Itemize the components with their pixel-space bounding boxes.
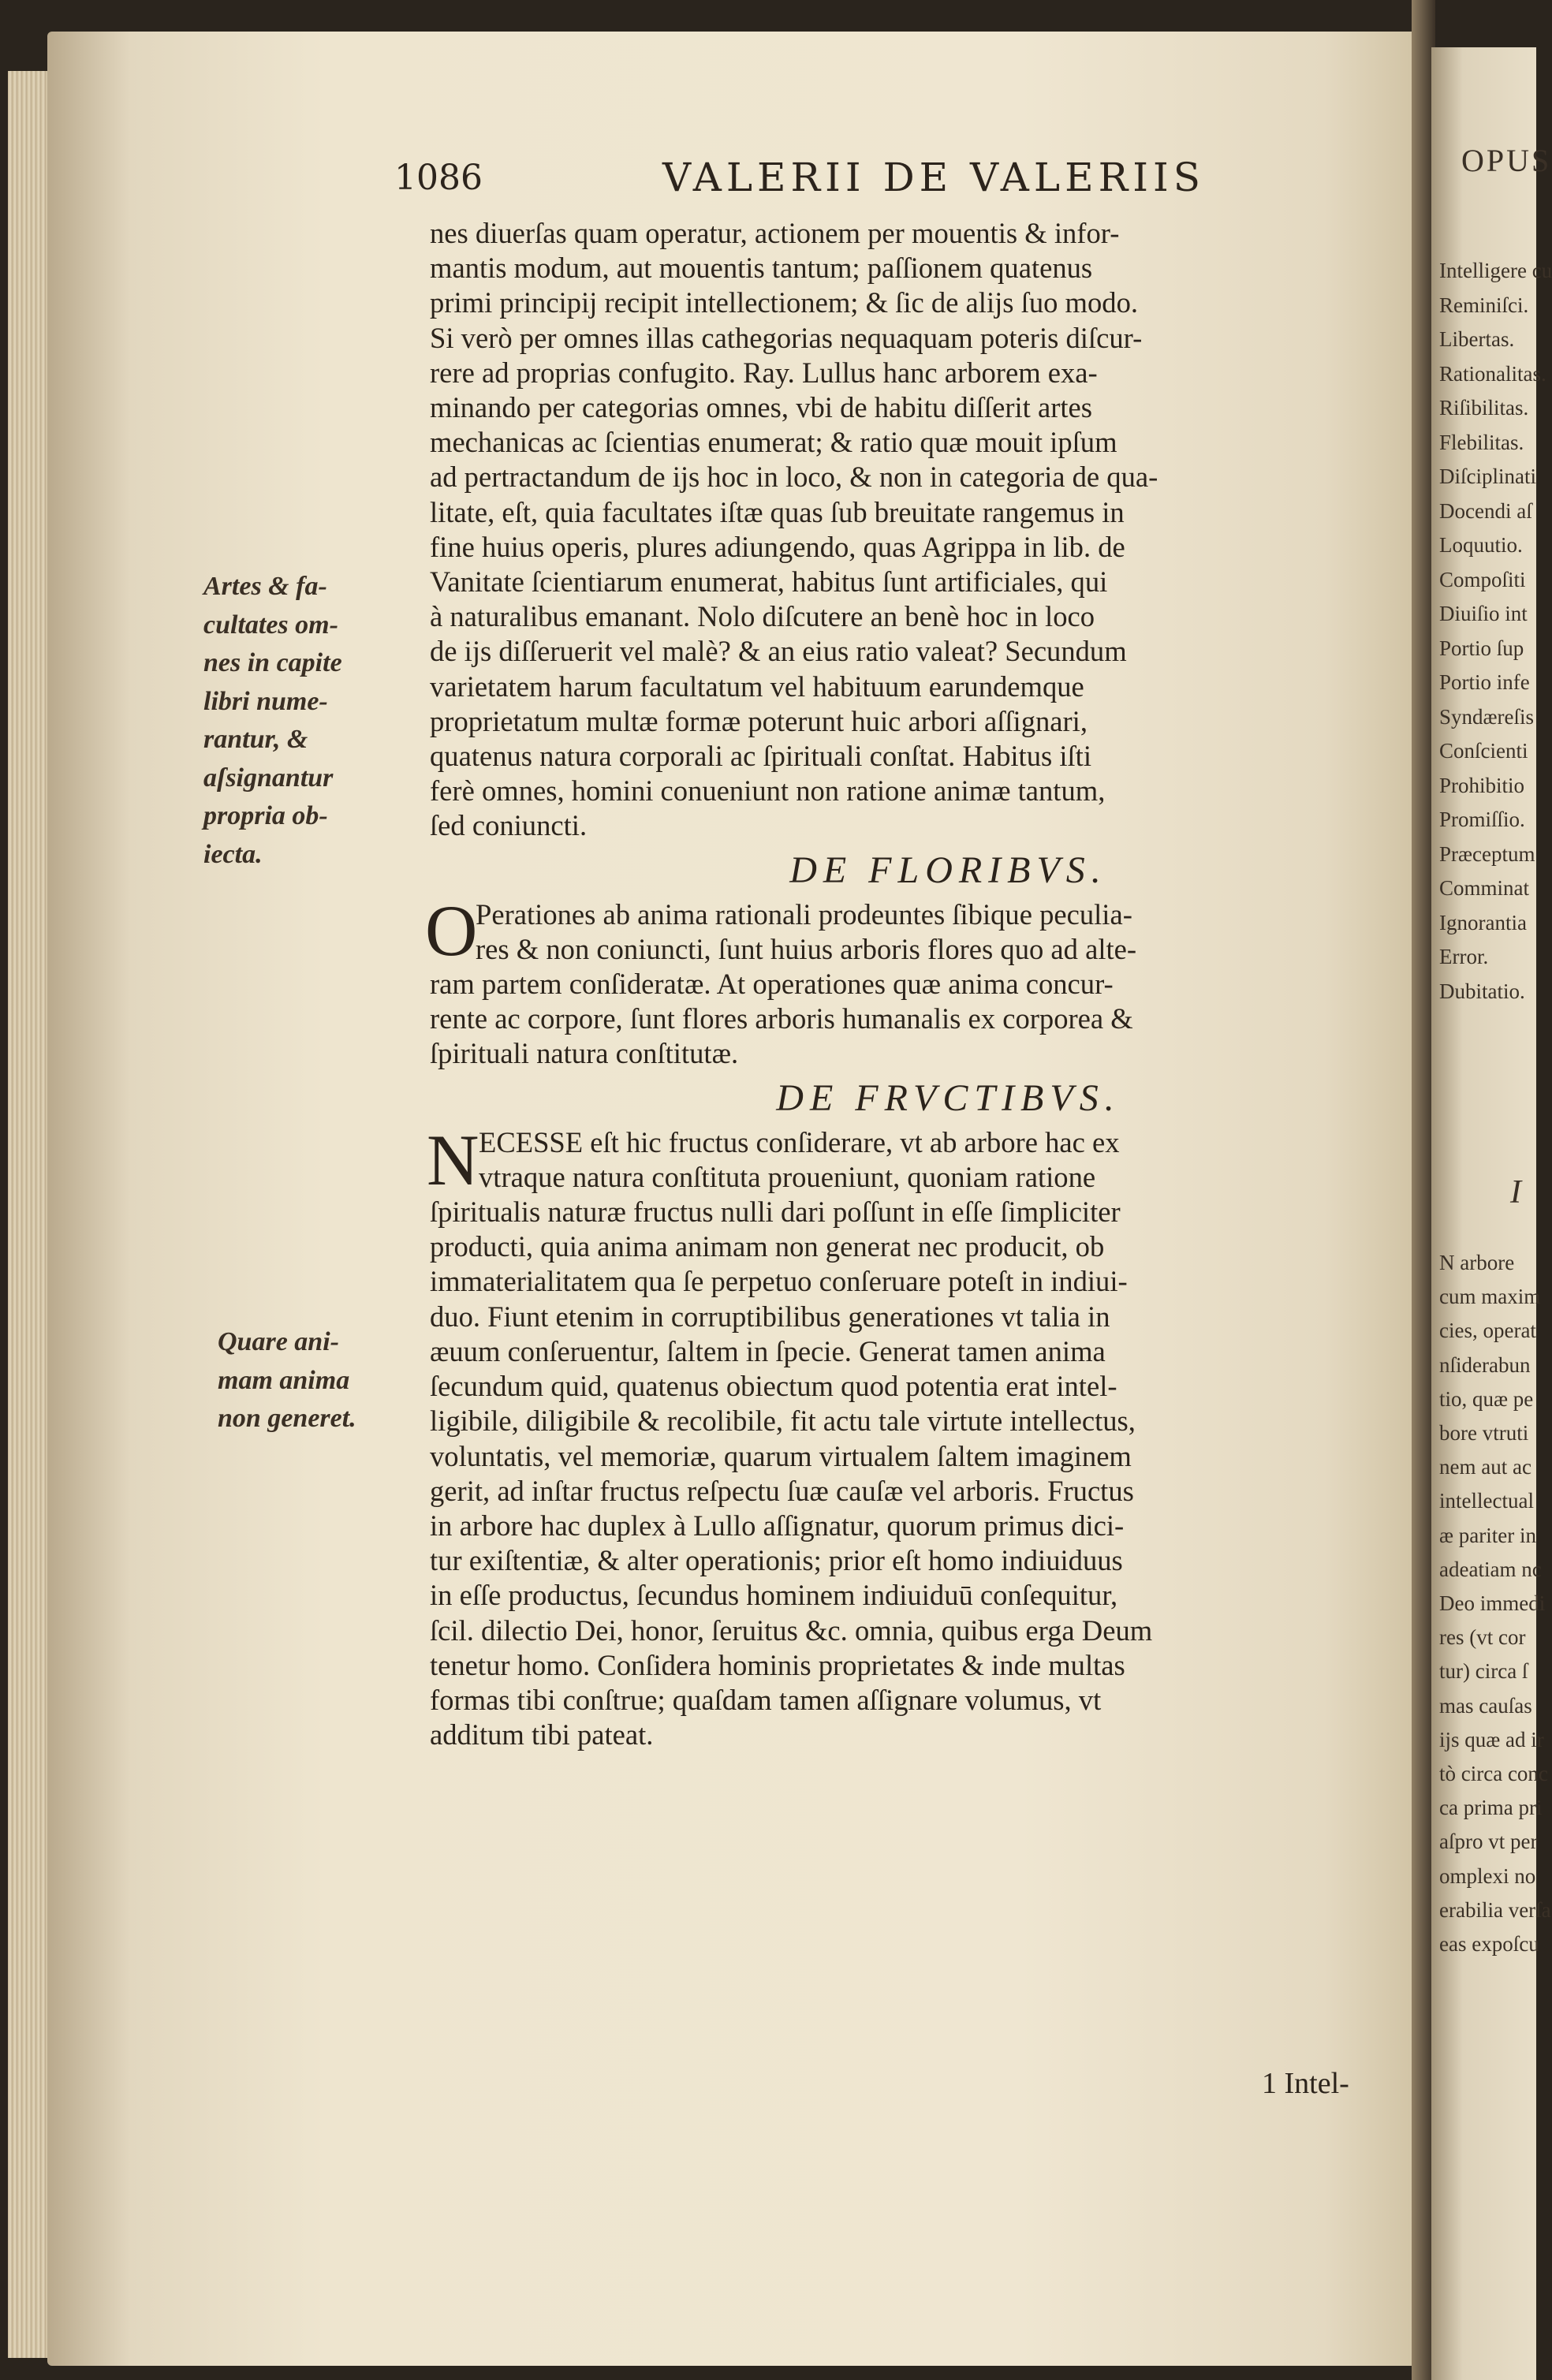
facing-page-entry: Prohibitio bbox=[1439, 773, 1525, 797]
margin-note-line: Artes & fa- bbox=[203, 572, 327, 601]
text-line: Perationes ab anima rationali prodeuntes ſibique peculia- bbox=[476, 897, 1132, 931]
facing-page-line: bore vtruti bbox=[1439, 1421, 1529, 1446]
drop-cap-n: N bbox=[427, 1119, 479, 1200]
text-line: fine huius operis, plures adiungendo, quas Agrippa in lib. de bbox=[430, 530, 1125, 563]
facing-page-entry: Error. bbox=[1439, 945, 1489, 968]
text-line: ligibile, diligibile & recolibile, fit actu tale virtute intellectus, bbox=[430, 1404, 1136, 1438]
facing-page-entry: Reminiſci. bbox=[1439, 293, 1529, 317]
margin-note-line: nes in capite bbox=[203, 648, 342, 677]
text-line: proprietatum multæ formæ poterunt huic arbori aſſignari, bbox=[430, 704, 1088, 737]
paragraph-categories bbox=[430, 216, 1380, 844]
facing-page-line: Deo immedi bbox=[1439, 1591, 1546, 1616]
margin-note-line: mam anima bbox=[218, 1365, 350, 1395]
facing-page-line: eas expoſcu bbox=[1439, 1932, 1539, 1957]
facing-page-entry: Dubitatio. bbox=[1439, 979, 1525, 1003]
text-line: gerit, ad inſtar fructus reſpectu ſuæ cauſæ vel arboris. Fructus bbox=[430, 1474, 1134, 1507]
section-heading-floribus: DE FLORIBVS. bbox=[789, 849, 1107, 891]
facing-page-entry: Flebilitas. bbox=[1439, 430, 1524, 454]
margin-note-quare bbox=[218, 1323, 431, 1438]
facing-page-entry: Diſciplinati bbox=[1439, 464, 1536, 488]
facing-page-entry: Rationalitas. bbox=[1439, 361, 1546, 386]
text-line: Vanitate ſcientiarum enumerat, habitus ſunt artificiales, qui bbox=[430, 565, 1108, 599]
text-line: minando per categorias omnes, vbi de habitu diſſerit artes bbox=[430, 391, 1093, 424]
margin-note-line: aſsignantur bbox=[203, 763, 334, 793]
paragraph-flores bbox=[425, 890, 1380, 1072]
text-line: additum tibi pateat. bbox=[430, 1718, 654, 1751]
text-line: mantis modum, aut mouentis tantum; paſſionem quatenus bbox=[430, 252, 1093, 285]
margin-note-line: libri nume- bbox=[203, 686, 328, 716]
facing-page-entry: Libertas. bbox=[1439, 327, 1515, 351]
facing-page-line: tio, quæ pe bbox=[1439, 1386, 1534, 1411]
facing-page-line: omplexi no bbox=[1439, 1863, 1536, 1888]
text-line: immaterialitatem qua ſe perpetuo conſeruare poteſt in indiui- bbox=[430, 1265, 1128, 1298]
margin-note-line: non generet. bbox=[218, 1404, 356, 1433]
text-line: rente ac corpore, ſunt flores arboris humanalis ex corporea & bbox=[430, 1002, 1133, 1035]
page-number: 1086 bbox=[394, 158, 483, 198]
text-line: litate, eſt, quia facultates iſtæ quas ſub breuitate rangemus in bbox=[430, 495, 1125, 528]
text-line: ſpiritualis naturæ fructus nulli dari poſſunt in eſſe ſimpliciter bbox=[430, 1196, 1121, 1229]
drop-cap-o: O bbox=[425, 890, 478, 971]
facing-page-entry: Diuiſio int bbox=[1439, 602, 1528, 625]
main-text bbox=[425, 216, 1380, 1752]
margin-note-line: rantur, & bbox=[203, 725, 308, 754]
facing-page-entry: Riſibilitas. bbox=[1439, 396, 1529, 420]
text-line: in eſſe productus, ſecundus hominem indiuiduū conſequitur, bbox=[430, 1579, 1118, 1612]
text-line: tur exiſtentiæ, & alter operationis; prior eſt homo indiuiduus bbox=[430, 1544, 1123, 1577]
text-line: ſecundum quid, quatenus obiectum quod potentia erat intel- bbox=[430, 1370, 1117, 1403]
facing-page-text bbox=[1439, 1246, 1551, 1961]
facing-page-line: intellectual bbox=[1439, 1489, 1534, 1513]
text-line: Si verò per omnes illas cathegorias nequaquam poteris diſcur- bbox=[430, 321, 1143, 354]
facing-page bbox=[1431, 47, 1552, 2380]
facing-page-line: N arbore bbox=[1439, 1251, 1515, 1274]
text-line: ram partem conſideratæ. At operationes quæ anima concur- bbox=[430, 968, 1114, 1001]
facing-page-line: cum maxim bbox=[1439, 1285, 1541, 1309]
margin-note-line: iecta. bbox=[203, 839, 263, 869]
text-line: ſpirituali natura conſtitutæ. bbox=[430, 1037, 739, 1070]
facing-page-entry: Comminat bbox=[1439, 876, 1529, 900]
section-heading-fructibus: DE FRVCTIBVS. bbox=[776, 1076, 1121, 1119]
running-title: VALERII DE VALERIIS bbox=[662, 155, 1205, 200]
text-line: formas tibi conſtrue; quaſdam tamen aſſignare volumus, vt bbox=[430, 1683, 1102, 1716]
text-line: producti, quia anima animam non generat nec producit, ob bbox=[430, 1230, 1105, 1263]
facing-page-line: mas cauſas bbox=[1439, 1693, 1532, 1718]
text-line: tenetur homo. Conſidera hominis proprietates & inde multas bbox=[430, 1648, 1125, 1681]
facing-page-entry: Syndæreſis bbox=[1439, 704, 1535, 729]
text-line: nes diuerſas quam operatur, actionem per mouentis & infor- bbox=[430, 217, 1120, 249]
facing-page-entry: Portio ſup bbox=[1439, 636, 1524, 660]
facing-page-list bbox=[1439, 254, 1552, 1009]
text-line: rere ad proprias confugito. Ray. Lullus hanc arborem exa- bbox=[430, 356, 1098, 389]
facing-page-entry: Compoſiti bbox=[1439, 567, 1526, 591]
page-header bbox=[394, 155, 1341, 210]
text-line: de ijs diſſeruerit vel malè? & an eius ratio valeat? Secundum bbox=[430, 635, 1127, 668]
facing-page-entry: Promiſſio. bbox=[1439, 808, 1525, 831]
facing-page-entry: Intelligere cu bbox=[1439, 259, 1552, 282]
margin-note-line: Quare ani- bbox=[218, 1327, 339, 1356]
facing-page-entry: Portio infe bbox=[1439, 670, 1530, 694]
facing-page-line: nem aut ac bbox=[1439, 1455, 1531, 1479]
text-line: voluntatis, vel memoriæ, quarum virtualem ſaltem imaginem bbox=[430, 1439, 1132, 1472]
margin-note-line: cultates om- bbox=[203, 610, 338, 640]
facing-page-entry: Conſcienti bbox=[1439, 739, 1528, 763]
facing-page-entry: Præceptum bbox=[1439, 841, 1535, 866]
margin-note-line: propria ob- bbox=[203, 801, 328, 830]
catchword: 1 Intel- bbox=[1262, 2067, 1349, 2100]
text-line: primi principij recipit intellectionem; & ſic de alijs ſuo modo. bbox=[430, 286, 1139, 319]
facing-page-line: aſpro vt per bbox=[1439, 1830, 1538, 1854]
text-line: varietatem harum facultatum vel habituum earundemque bbox=[430, 670, 1084, 703]
facing-page-entry: Loquutio. bbox=[1439, 533, 1523, 557]
text-line: mechanicas ac ſcientias enumerat; & ratio quæ mouit ipſum bbox=[430, 426, 1117, 459]
facing-page-line: tur) circa ſ bbox=[1439, 1659, 1528, 1684]
text-line: in arbore hac duplex à Lullo aſſignatur, quorum primus dici- bbox=[430, 1509, 1125, 1542]
facing-page-line: æ pariter in bbox=[1439, 1523, 1536, 1547]
text-line: ferè omnes, homini conueniunt non ratione animæ tantum, bbox=[430, 774, 1106, 808]
margin-note-artes bbox=[203, 568, 416, 874]
text-line: æuum conſeruentur, ſaltem in ſpecie. Generat tamen anima bbox=[430, 1334, 1106, 1367]
facing-page-line: nſiderabun bbox=[1439, 1352, 1531, 1377]
text-line: à naturalibus emanant. Nolo diſcutere an benè hoc in loco bbox=[430, 600, 1095, 633]
facing-page-entry: Docendi aſ bbox=[1439, 498, 1532, 523]
text-line: vtraque natura conſtituta proueniunt, quoniam ratione bbox=[479, 1160, 1096, 1193]
facing-page-line: tò circa conc bbox=[1439, 1762, 1548, 1786]
text-line: ſed coniuncti. bbox=[430, 809, 588, 842]
paragraph-fructus bbox=[427, 1119, 1380, 1753]
facing-page-letter: I bbox=[1510, 1174, 1521, 1211]
facing-page-line: ca prima pri bbox=[1439, 1796, 1543, 1820]
facing-page-entry: Ignorantia bbox=[1439, 910, 1527, 934]
facing-page-line: adeatiam nc bbox=[1439, 1557, 1542, 1581]
facing-page-line: erabilia verſa bbox=[1439, 1897, 1551, 1922]
text-line: quatenus natura corporali ac ſpirituali conſtat. Habitus iſti bbox=[430, 740, 1092, 773]
text-line: res & non coniuncti, ſunt huius arboris flores quo ad alte- bbox=[476, 932, 1137, 965]
text-line: ECESSE eſt hic fructus conſiderare, vt ab arbore hac ex bbox=[479, 1125, 1120, 1158]
text-line: ſcil. dilectio Dei, honor, ſeruitus &c. omnia, quibus erga Deum bbox=[430, 1613, 1153, 1647]
text-line: duo. Fiunt etenim in corruptibilibus generationes vt talia in bbox=[430, 1300, 1110, 1333]
facing-page-heading: OPUS bbox=[1461, 143, 1552, 178]
facing-page-line: ijs quæ ad ir bbox=[1439, 1727, 1544, 1751]
facing-page-line: cies, operat bbox=[1439, 1319, 1536, 1343]
text-line: ad pertractandum de ijs hoc in loco, & non in categoria de qua- bbox=[430, 461, 1158, 494]
facing-page-line: res (vt cor bbox=[1439, 1625, 1526, 1650]
